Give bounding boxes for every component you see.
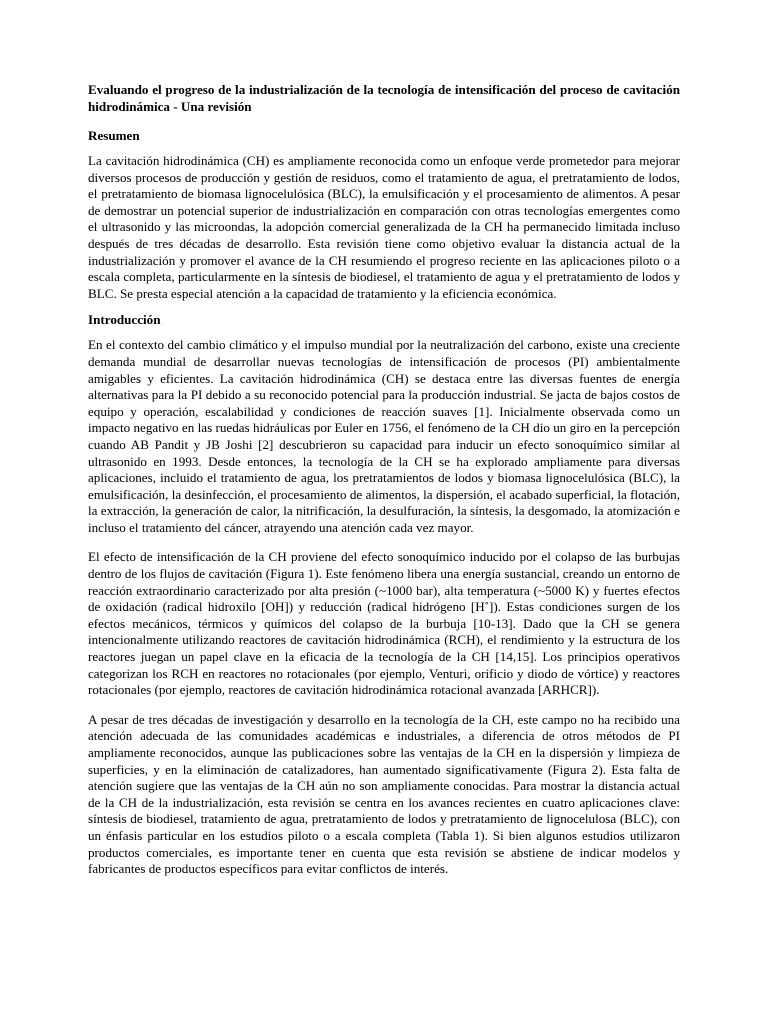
body-paragraph: En el contexto del cambio climático y el impulso mundial por la neutralización del carbono, existe una creciente demanda mundial de desarrollar nuevas tecnologías de intensificación de procesos (PI) ambientalmente amigables y eficientes. La cavitación hidrodinámica (CH) se destaca entre las diversas fuentes de energía alternativas para la PI debido a su reconocido potencial para la producción industrial. Se jacta de bajos costos de equipo y operación, escalabilidad y condiciones de reacción suaves [1]. Inicialmente observada como un impacto negativo en las ruedas hidráulicas por Euler en 1756, el fenómeno de la CH dio un giro en la percepción cuando AB Pandit y JB Joshi [2] descubrieron su capacidad para inducir un efecto sonoquímico similar al ultrasonido en 1993. Desde entonces, la tecnología de la CH se ha explorado ampliamente para diversas aplicaciones, incluido el tratamiento de agua, los pretratamientos de lodos y biomasa lignocelulósica (BLC), la emulsificación, la desinfección, el procesamiento de alimentos, la dispersión, el acabado superficial, la flotación, la extracción, la generación de calor, la nitrificación, la desulfuración, la síntesis, la desgomado, la atomización e incluso el tratamiento del cáncer, atrayendo una atención cada vez mayor.: [88, 337, 680, 535]
body-paragraph: A pesar de tres décadas de investigación y desarrollo en la tecnología de la CH, este campo no ha recibido una atención adecuada de las comunidades académicas e industriales, a diferencia de otros métodos de PI ampliamente reconocidos, aunque las publicaciones sobre las ventajas de la CH en la dispersión y limpieza de superficies, y en la eliminación de catalizadores, han aumentado significativamente (Figura 2). Esta falta de atención sugiere que las ventajas de la CH aún no son ampliamente conocidas. Para mostrar la distancia actual de la CH de la industrialización, esta revisión se centra en los avances recientes en cuatro aplicaciones clave: síntesis de biodiesel, tratamiento de agua, pretratamiento de lodos y pretratamiento de lignocelulosa (BLC), con un énfasis particular en los estudios piloto o a escala completa (Tabla 1). Si bien algunos estudios utilizaron productos comerciales, es importante tener en cuenta que esta revisión se abstiene de indicar modelos y fabricantes de productos específicos para evitar conflictos de interés.: [88, 711, 680, 877]
body-paragraph: El efecto de intensificación de la CH proviene del efecto sonoquímico inducido por el colapso de las burbujas dentro de los flujos de cavitación (Figura 1). Este fenómeno libera una energía sustancial, creando un entorno de reacción extraordinario caracterizado por alta presión (~1000 bar), alta temperatura (~5000 K) y fuertes efectos de oxidación (radical hidroxilo [OH]) y reducción (radical hidrógeno [H˚]). Estas condiciones surgen de los efectos mecánicos, térmicos y químicos del colapso de la burbuja [10-13]. Dado que la CH se genera intencionalmente utilizando reactores de cavitación hidrodinámica (RCH), el rendimiento y la estructura de los reactores juegan un papel clave en la eficacia de la tecnología de la CH [14,15]. Los principios operativos categorizan los RCH en reactores no rotacionales (por ejemplo, Venturi, orificio y diodo de vórtice) y reactores rotacionales (por ejemplo, reactores de cavitación hidrodinámica rotacional avanzada [ARHCR]).: [88, 549, 680, 698]
document-page: [88, 81, 680, 887]
document-title: Evaluando el progreso de la industrialización de la tecnología de intensificación del proceso de cavitación hidrodinámica - Una revisión: [88, 82, 680, 114]
abstract-heading: Resumen: [88, 128, 140, 143]
abstract-paragraph: La cavitación hidrodinámica (CH) es ampliamente reconocida como un enfoque verde prometedor para mejorar diversos procesos de producción y gestión de residuos, como el tratamiento de agua, el pretratamiento de lodos, el pretratamiento de biomasa lignocelulósica (BLC), la emulsificación y el procesamiento de alimentos. A pesar de demostrar un potencial superior de industrialización en comparación con otras tecnologías emergentes como el ultrasonido y las microondas, la adopción comercial generalizada de la CH ha permanecido limitada incluso después de tres décadas de desarrollo. Esta revisión tiene como objetivo evaluar la distancia actual de la industrialización y promover el avance de la CH resumiendo el progreso reciente en las aplicaciones piloto o a escala completa, particularmente en la síntesis de biodiesel, el tratamiento de agua y el pretratamiento de lodos y BLC. Se presta especial atención a la capacidad de tratamiento y la eficiencia económica.: [88, 153, 680, 301]
introduction-heading: Introducción: [88, 312, 161, 328]
